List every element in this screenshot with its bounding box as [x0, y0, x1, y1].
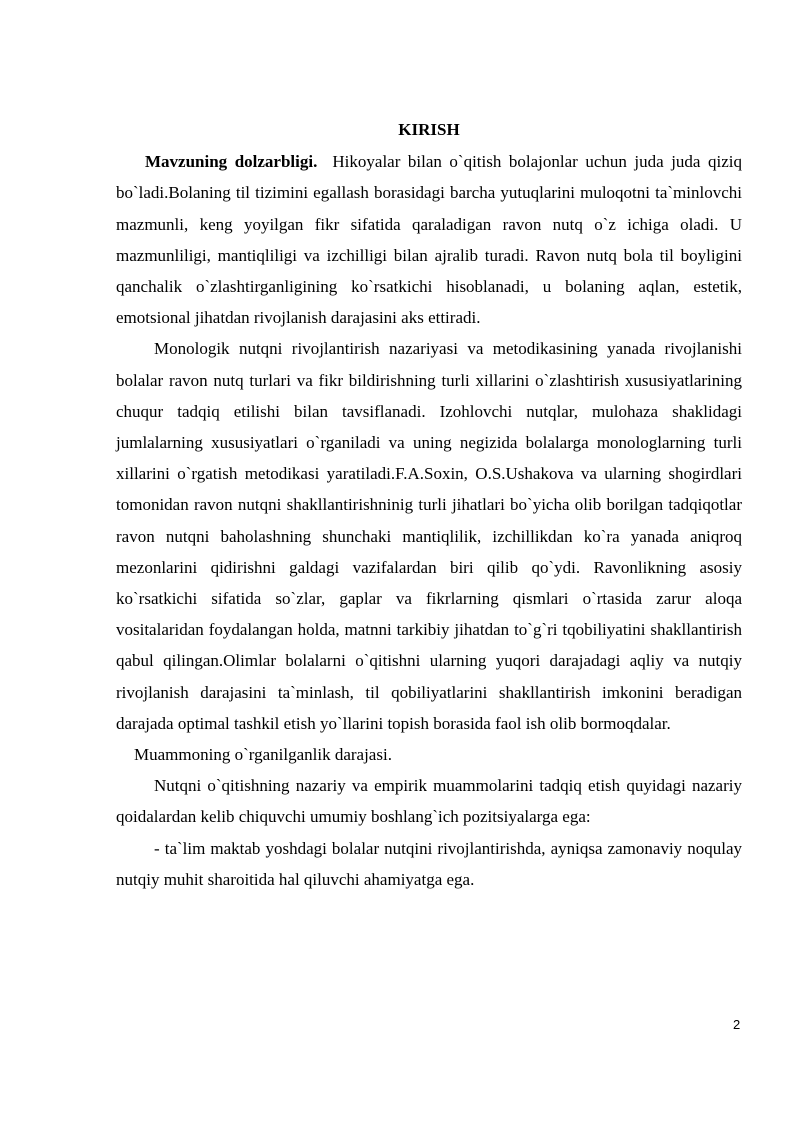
paragraph-relevance-text: Hikoyalar bilan o`qitish bolajonlar uchun juda juda qiziq bo`ladi.Bolaning til tizimini egallash borasidagi barcha yutuqlarini muloqotni ta`minlovchi mazmunli, keng yoyilgan fikr sifatida qaraladigan ravon nutq o`z ichiga oladi. U mazmunliligi, mantiqliligi va izchilligi bilan ajralib turadi. Ravon nutq bola til boyligini qanchalik o`zlashtirganligining ko`rsatkichi hisoblanadi, u bolaning aqlan, estetik, emotsional jihatdan rivojlanish darajasini aks ettiradi. [116, 152, 747, 328]
paragraph-theoretical-basis: Nutqni o`qitishning nazariy va empirik muammolarini tadqiq etish quyidagi nazariy qoidalardan kelib chiquvchi umumiy boshlang`ich pozitsiyalarga ega: [116, 776, 742, 827]
list-item-education: - ta`lim maktab yoshdagi bolalar nutqini rivojlantirishda, ayniqsa zamonaviy noqulay nutqiy muhit sharoitida hal qiluvchi ahamiyatga ega. [116, 838, 742, 889]
paragraph-relevance [116, 146, 747, 333]
section-heading-study-degree: Muammoning o`rganilganlik darajasi. [134, 745, 392, 765]
section-heading-relevance: Mavzuning dolzarbligi. [145, 152, 318, 172]
document-body [116, 114, 747, 895]
document-title: KIRISH [398, 120, 460, 139]
page-number: 2 [733, 1017, 741, 1032]
paragraph-monologic-speech: Monologik nutqni rivojlantirish nazariyasi va metodikasining yanada rivojlanishi bolalar ravon nutq turlari va fikr bildirishning turli xillarini o`zlashtirish xususiyatlarining chuqur tadqiq etilishi bilan tavsiflanadi. Izohlovchi nutqlar, mulohaza shaklidagi jumlalarning xususiyatlari o`rganiladi va uning negizida bolalarga monologlarning turli xillarini o`rgatish metodikasi yaratiladi.F.A.Soxin, O.S.Ushakova va ularning shogirdlari tomonidan ravon nutqni shakllantirishninig turli jihatlari bo`yicha olib borilgan tadqiqotlar ravon nutqni baholashning shunchaki mantiqlilik, izchillikdan ko`ra yanada aniqroq mezonlarini qidirishni galdagi vazifalardan biri qilib qo`ydi. Ravonlikning asosiy ko`rsatkichi sifatida so`zlar, gaplar va fikrlarning qismlari o`rtasida zarur aloqa vositalaridan foydalangan holda, matnni tarkibiy jihatdan to`g`ri tqobiliyatini shakllantirish qabul qilingan.Olimlar bolalarni o`qitishni ularning yuqori darajadagi aqliy va nutqiy rivojlanish darajasini ta`minlash, til qobiliyatlarini shakllantirish imkonini beradigan darajada optimal tashkil etish yo`llarini topish borasida faol ish olib bormoqdalar. [116, 339, 742, 733]
